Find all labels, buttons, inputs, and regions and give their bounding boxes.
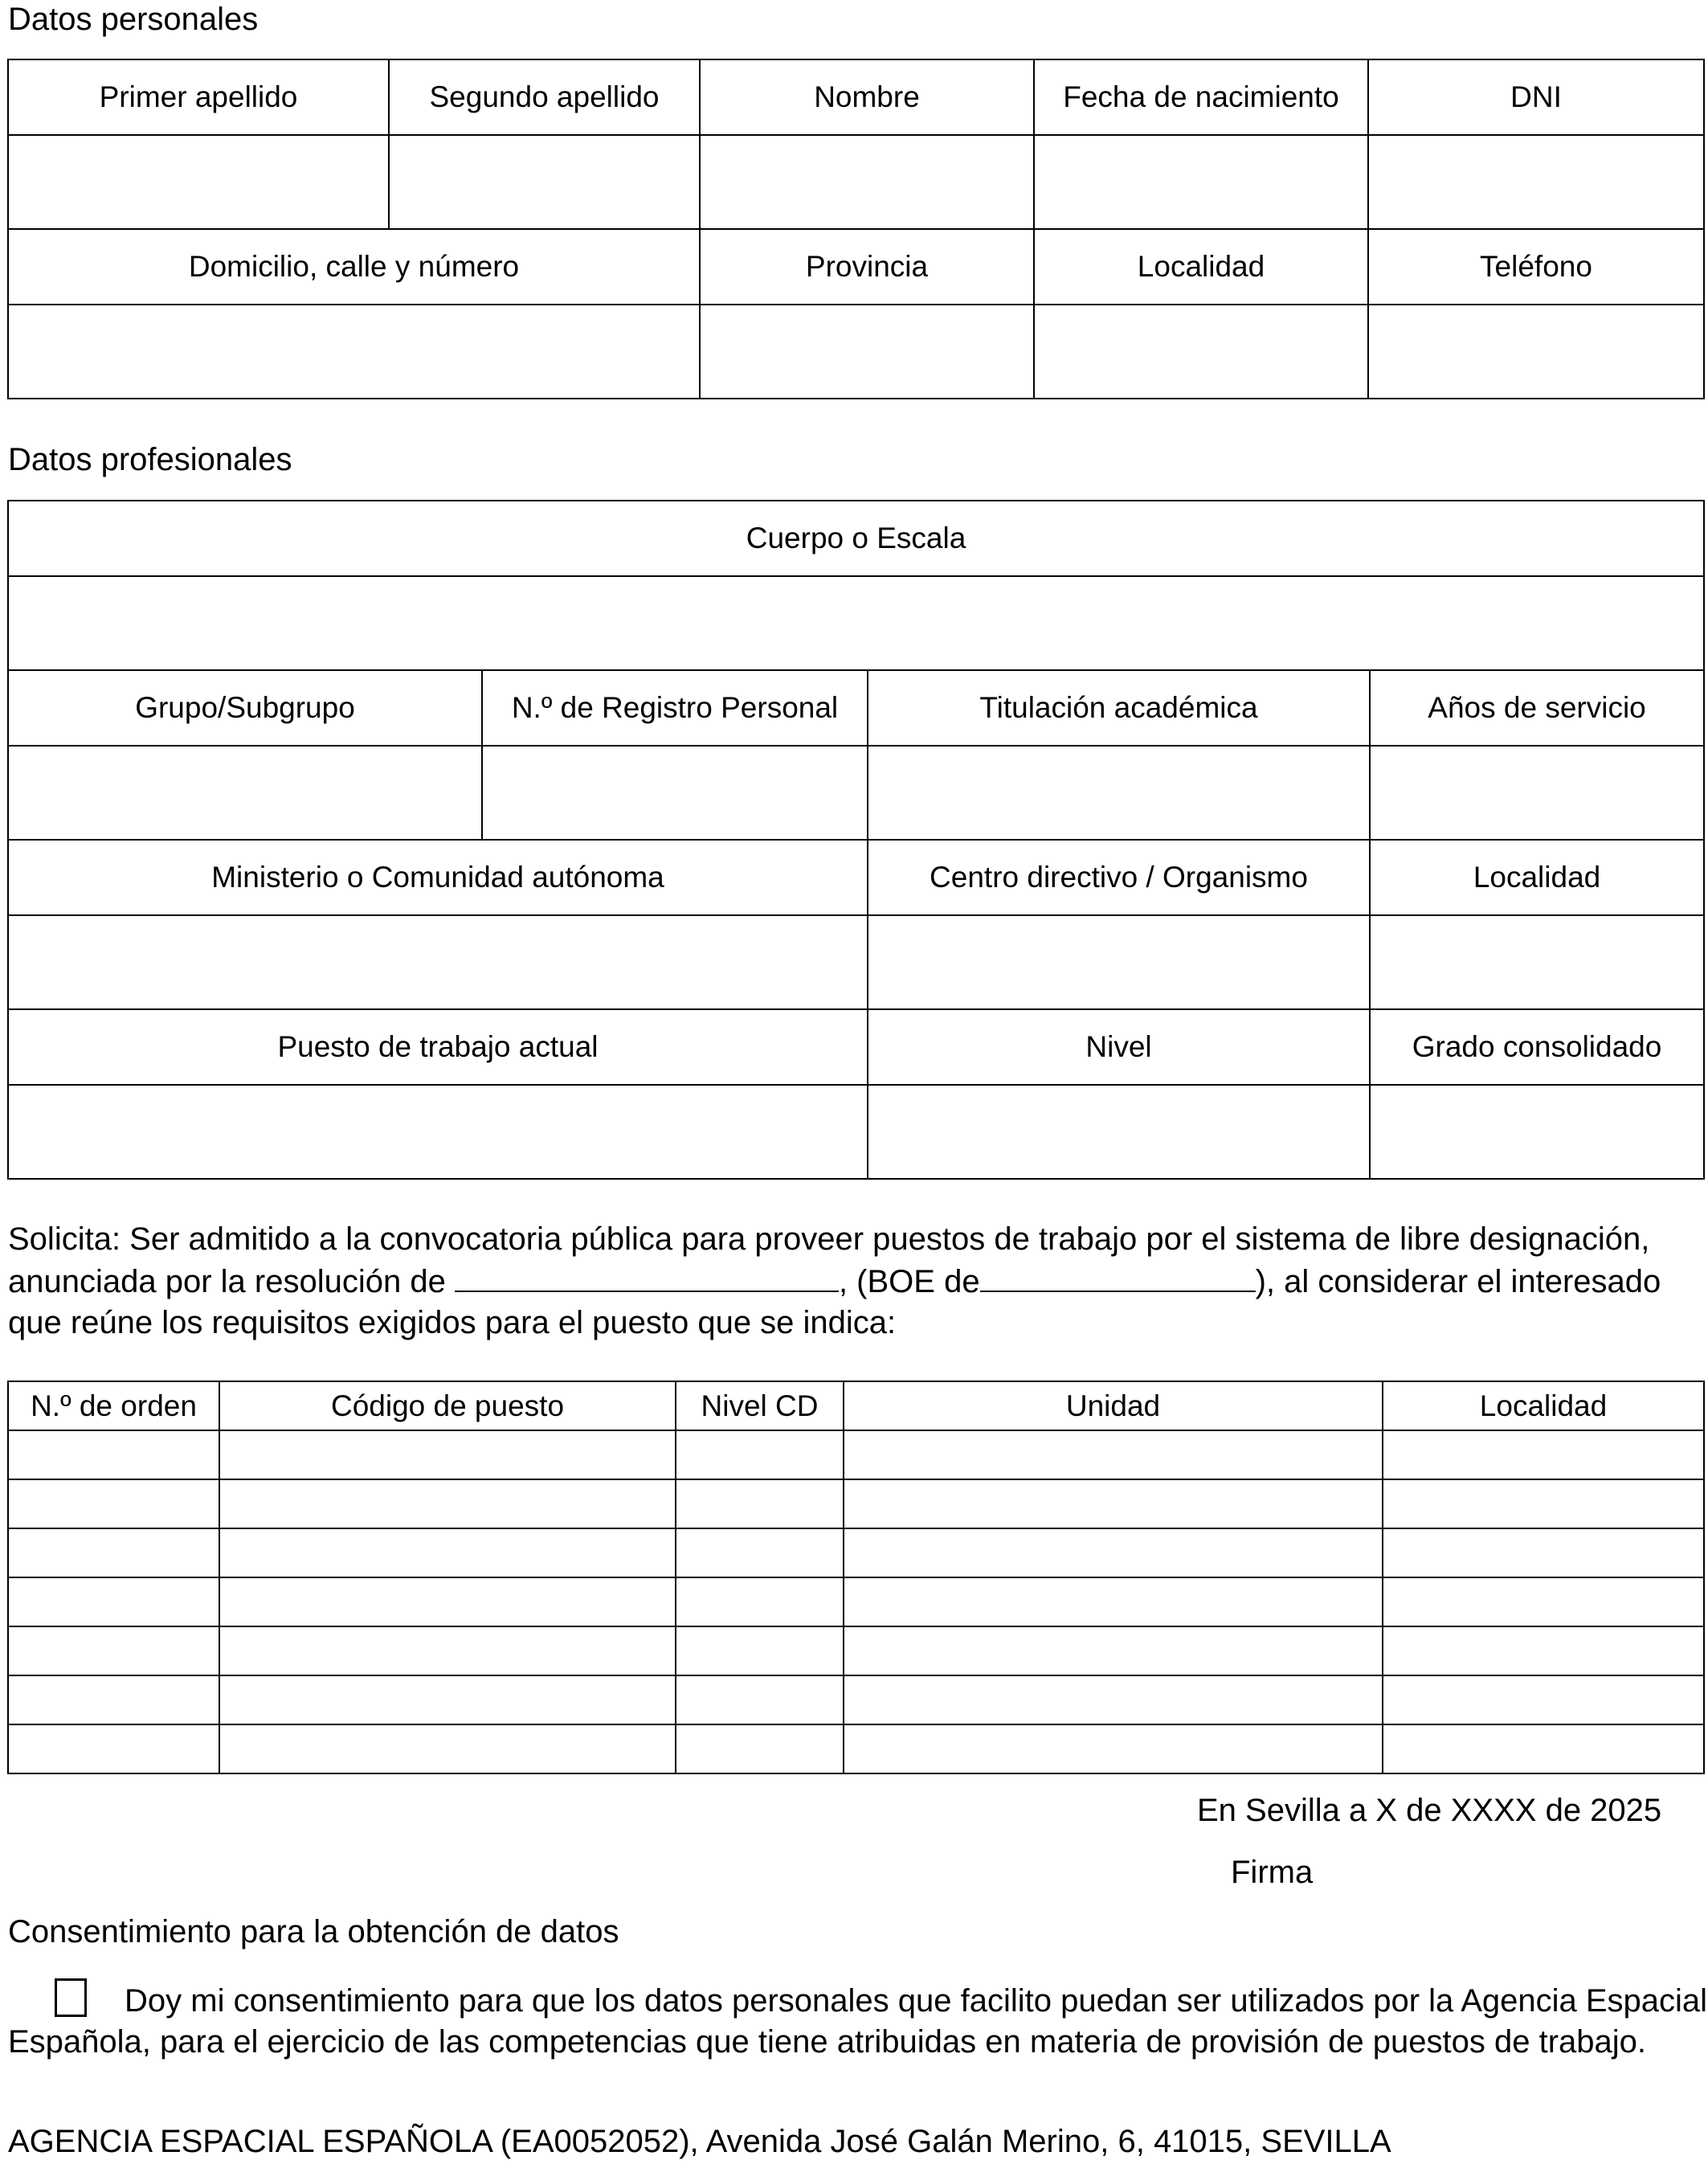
personal-data-title: Datos personales	[8, 2, 259, 37]
footer-address: AGENCIA ESPACIAL ESPAÑOLA (EA0052052), Avenida José Galán Merino, 6, 41015, SEVILLA	[8, 2124, 1391, 2159]
table-row	[8, 1675, 1704, 1724]
place-date: En Sevilla a X de XXXX de 2025	[1197, 1793, 1662, 1828]
header-localidad-prof: Localidad	[1370, 840, 1704, 915]
cell[interactable]	[1383, 1479, 1704, 1528]
table-row	[8, 1479, 1704, 1528]
professional-data-title: Datos profesionales	[8, 442, 292, 477]
header-unidad: Unidad	[844, 1381, 1383, 1430]
header-nombre: Nombre	[700, 59, 1034, 135]
cell[interactable]	[8, 1430, 219, 1479]
signature-label: Firma	[1231, 1855, 1314, 1890]
consent-checkbox[interactable]	[55, 1978, 87, 2017]
cell[interactable]	[8, 1675, 219, 1724]
cell[interactable]	[8, 1724, 219, 1773]
cell[interactable]	[219, 1577, 676, 1626]
header-centro-directivo: Centro directivo / Organismo	[868, 840, 1370, 915]
header-titulacion: Titulación académica	[868, 670, 1370, 746]
field-primer-apellido[interactable]	[8, 135, 389, 229]
cell[interactable]	[219, 1479, 676, 1528]
cell[interactable]	[1383, 1724, 1704, 1773]
header-anos-servicio: Años de servicio	[1370, 670, 1704, 746]
cell[interactable]	[219, 1430, 676, 1479]
request-line-2-c: ), al considerar el interesado	[1255, 1264, 1661, 1299]
cell[interactable]	[1383, 1577, 1704, 1626]
cell[interactable]	[1383, 1675, 1704, 1724]
consent-title: Consentimiento para la obtención de datos	[8, 1914, 619, 1949]
table-row	[8, 1528, 1704, 1577]
cell[interactable]	[1383, 1430, 1704, 1479]
cell[interactable]	[8, 1528, 219, 1577]
header-grado-consolidado: Grado consolidado	[1370, 1009, 1704, 1085]
header-ministerio: Ministerio o Comunidad autónoma	[8, 840, 868, 915]
cell[interactable]	[844, 1430, 1383, 1479]
header-provincia: Provincia	[700, 229, 1034, 305]
field-ministerio[interactable]	[8, 915, 868, 1009]
cell[interactable]	[676, 1528, 844, 1577]
field-anos-servicio[interactable]	[1370, 746, 1704, 840]
boe-date-blank[interactable]	[980, 1260, 1256, 1292]
cell[interactable]	[844, 1626, 1383, 1675]
field-segundo-apellido[interactable]	[389, 135, 700, 229]
personal-data-table	[7, 59, 1705, 399]
request-line-1: Solicita: Ser admitido a la convocatoria pública para proveer puestos de trabajo por el sistema de libre designación,	[8, 1221, 1650, 1257]
positions-table	[7, 1381, 1705, 1774]
field-domicilio[interactable]	[8, 305, 700, 399]
header-codigo-puesto: Código de puesto	[219, 1381, 676, 1430]
field-localidad-prof[interactable]	[1370, 915, 1704, 1009]
header-localidad-puesto: Localidad	[1383, 1381, 1704, 1430]
field-cuerpo-escala[interactable]	[8, 576, 1704, 670]
request-line-2-a: anunciada por la resolución de	[8, 1264, 455, 1299]
field-puesto-actual[interactable]	[8, 1085, 868, 1179]
professional-data-table	[7, 500, 1705, 1180]
field-provincia[interactable]	[700, 305, 1034, 399]
consent-line-1: Doy mi consentimiento para que los datos personales que facilito puedan ser utilizados por la Agencia Espacial	[125, 1983, 1708, 2019]
field-registro-personal[interactable]	[482, 746, 868, 840]
table-row	[8, 1430, 1704, 1479]
header-nivel-cd: Nivel CD	[676, 1381, 844, 1430]
request-line-2	[8, 1260, 1705, 1303]
cell[interactable]	[8, 1577, 219, 1626]
cell[interactable]	[8, 1479, 219, 1528]
request-line-3: que reúne los requisitos exigidos para el puesto que se indica:	[8, 1305, 897, 1340]
cell[interactable]	[844, 1479, 1383, 1528]
header-fecha-nacimiento: Fecha de nacimiento	[1034, 59, 1368, 135]
field-titulacion[interactable]	[868, 746, 1370, 840]
header-cuerpo-escala: Cuerpo o Escala	[8, 501, 1704, 576]
header-domicilio: Domicilio, calle y número	[8, 229, 700, 305]
cell[interactable]	[8, 1626, 219, 1675]
field-localidad[interactable]	[1034, 305, 1368, 399]
cell[interactable]	[219, 1528, 676, 1577]
field-grupo-subgrupo[interactable]	[8, 746, 482, 840]
cell[interactable]	[844, 1724, 1383, 1773]
cell[interactable]	[219, 1724, 676, 1773]
cell[interactable]	[844, 1675, 1383, 1724]
table-row	[8, 1626, 1704, 1675]
field-telefono[interactable]	[1368, 305, 1704, 399]
request-line-2-b: , (BOE de	[838, 1264, 980, 1299]
header-primer-apellido: Primer apellido	[8, 59, 389, 135]
field-nombre[interactable]	[700, 135, 1034, 229]
header-registro-personal: N.º de Registro Personal	[482, 670, 868, 746]
field-nivel[interactable]	[868, 1085, 1370, 1179]
cell[interactable]	[676, 1675, 844, 1724]
resolution-date-blank[interactable]	[455, 1260, 839, 1292]
consent-line-2: Española, para el ejercicio de las competencias que tiene atribuidas en materia de provisión de puestos de trabajo.	[8, 2024, 1647, 2060]
header-nivel: Nivel	[868, 1009, 1370, 1085]
cell[interactable]	[676, 1626, 844, 1675]
table-row	[8, 1724, 1704, 1773]
header-dni: DNI	[1368, 59, 1704, 135]
request-paragraph	[8, 1219, 1705, 1344]
field-dni[interactable]	[1368, 135, 1704, 229]
header-segundo-apellido: Segundo apellido	[389, 59, 700, 135]
cell[interactable]	[1383, 1626, 1704, 1675]
header-puesto-actual: Puesto de trabajo actual	[8, 1009, 868, 1085]
header-telefono: Teléfono	[1368, 229, 1704, 305]
cell[interactable]	[219, 1675, 676, 1724]
field-grado-consolidado[interactable]	[1370, 1085, 1704, 1179]
cell[interactable]	[844, 1528, 1383, 1577]
header-numero-orden: N.º de orden	[8, 1381, 219, 1430]
cell[interactable]	[676, 1479, 844, 1528]
cell[interactable]	[676, 1724, 844, 1773]
cell[interactable]	[1383, 1528, 1704, 1577]
table-row	[8, 1577, 1704, 1626]
field-fecha-nacimiento[interactable]	[1034, 135, 1368, 229]
cell[interactable]	[219, 1626, 676, 1675]
cell[interactable]	[844, 1577, 1383, 1626]
field-centro-directivo[interactable]	[868, 915, 1370, 1009]
cell[interactable]	[676, 1577, 844, 1626]
cell[interactable]	[676, 1430, 844, 1479]
header-grupo-subgrupo: Grupo/Subgrupo	[8, 670, 482, 746]
header-localidad: Localidad	[1034, 229, 1368, 305]
